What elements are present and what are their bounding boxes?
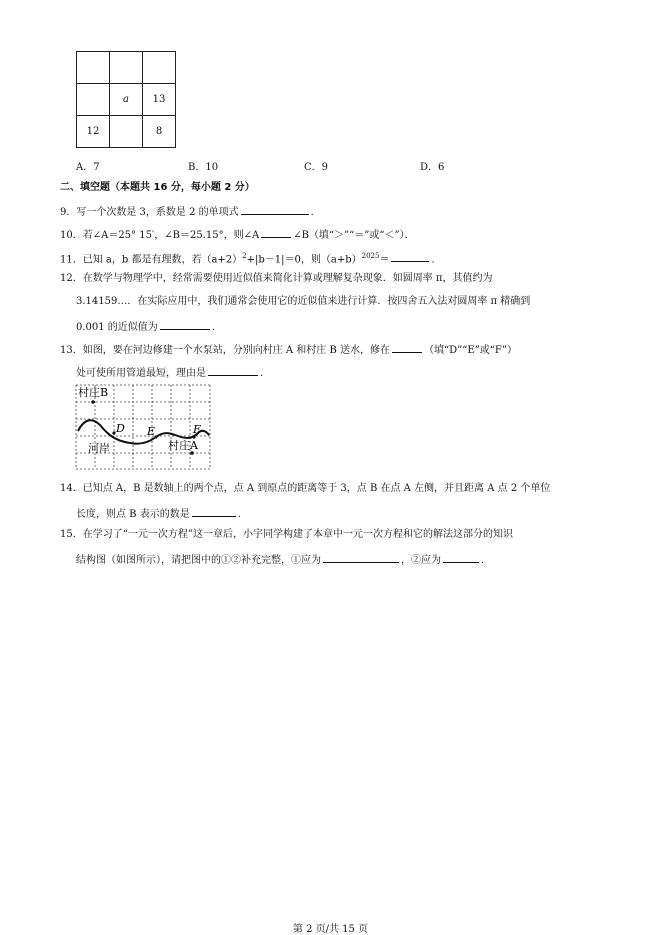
page-footer: 第 2 页/共 15 页 xyxy=(292,924,369,935)
grid-cell: a xyxy=(110,84,143,116)
option-a: A．7 xyxy=(76,162,100,173)
point-e-label: E xyxy=(147,425,156,438)
exponent: 2025 xyxy=(361,252,380,260)
option-b: B．10 xyxy=(188,162,219,173)
village-b-point xyxy=(91,400,95,404)
grid-row xyxy=(77,84,176,116)
grid-cell: 13 xyxy=(143,84,176,116)
question-10-text-end: ∠B（填“＞”“＝”或“＜”）． xyxy=(293,230,415,241)
question-11 xyxy=(60,249,441,267)
grid-cell xyxy=(110,52,143,84)
question-9 xyxy=(60,203,321,220)
question-15-text-mid: ，②应为 xyxy=(401,555,441,566)
grid-cell xyxy=(110,116,143,148)
answer-blank-1 xyxy=(323,551,399,563)
question-13-line-2 xyxy=(76,364,270,381)
village-b-label: 村庄B xyxy=(78,386,109,399)
question-13-end: ． xyxy=(260,368,270,379)
answer-options xyxy=(76,158,496,172)
question-14-text: 长度，则点 B 表示的数是 xyxy=(76,509,190,520)
point-f-label: F xyxy=(193,423,201,436)
question-9-text: 9．写一个次数是 3，系数是 2 的单项式 xyxy=(60,207,239,218)
river-bank-label: 河岸 xyxy=(88,442,110,455)
answer-blank xyxy=(392,341,422,353)
answer-blank xyxy=(208,364,258,376)
question-9-end: ． xyxy=(310,207,321,218)
question-14-line-1: 14．已知点 A，B 是数轴上的两个点，点 A 到原点的距离等于 3，点 B 在点 A 左侧，并且距离 A 点 2 个单位 xyxy=(60,483,551,494)
question-10 xyxy=(60,226,415,243)
question-13-text: 13．如图，要在河边修建一个水泵站，分别向村庄 A 和村庄 B 送水，修在 xyxy=(60,345,391,356)
section-title: 二、填空题（本题共 16 分，每小题 2 分） xyxy=(60,182,255,193)
river-village-diagram xyxy=(74,383,214,471)
question-13-reason-text: 处可使所用管道最短，理由是 xyxy=(76,368,206,379)
question-12-line-3 xyxy=(76,318,222,335)
grid-cell: 12 xyxy=(77,116,110,148)
question-13-text-tail: （填“D”“E”或“F”） xyxy=(424,345,517,356)
answer-blank xyxy=(241,203,309,215)
answer-blank-2 xyxy=(443,551,479,563)
grid-cell: 8 xyxy=(143,116,176,148)
answer-blank xyxy=(391,250,429,262)
option-d: D．6 xyxy=(420,162,445,173)
grid-cell xyxy=(77,52,110,84)
exponent: 2 xyxy=(242,252,247,260)
magic-square-grid xyxy=(76,51,176,148)
question-12-line-2: 3.14159…．在实际应用中，我们通常会使用它的近似值来进行计算．按四舍五入法对圆周率 π 精确到 xyxy=(76,296,531,307)
grid-cell xyxy=(143,52,176,84)
village-a-label: 村庄A xyxy=(168,439,198,452)
question-15-line-2 xyxy=(76,551,491,568)
question-13-line-1 xyxy=(60,341,517,358)
question-15-text: 结构图（如图所示），请把图中的①②补充完整，①应为 xyxy=(76,555,321,566)
question-12-line-1: 12．在数学与物理学中，经常需要使用近似值来简化计算或理解复杂现象．如圆周率 π，其值约为 xyxy=(60,273,493,284)
option-c: C．9 xyxy=(304,162,329,173)
question-11-text-mid: +|b－1|＝0，则（a+b） xyxy=(246,254,362,266)
point-d-label: D xyxy=(116,422,125,435)
grid-row xyxy=(77,116,176,148)
question-15-end: ． xyxy=(481,555,491,566)
question-11-eq: ＝ xyxy=(379,254,390,266)
question-12-text: 0.001 的近似值为 xyxy=(76,322,158,333)
question-12-end: ． xyxy=(211,322,222,333)
question-14-line-2 xyxy=(76,505,248,522)
answer-blank xyxy=(261,226,291,238)
question-11-end: ． xyxy=(431,254,442,266)
grid-row xyxy=(77,52,176,84)
answer-blank xyxy=(192,505,236,517)
grid-cell xyxy=(77,84,110,116)
question-14-end: ． xyxy=(237,509,248,520)
question-11-text: 11．已知 a，b 都是有理数，若（a+2） xyxy=(60,254,243,266)
question-15-line-1: 15．在学习了“一元一次方程”这一章后，小宇同学构建了本章中一元一次方程和它的解法这部分的知识 xyxy=(60,529,513,540)
question-10-text: 10．若∠A＝25° 15′，∠B＝25.15°，则∠A xyxy=(60,230,260,241)
answer-blank xyxy=(160,318,210,330)
